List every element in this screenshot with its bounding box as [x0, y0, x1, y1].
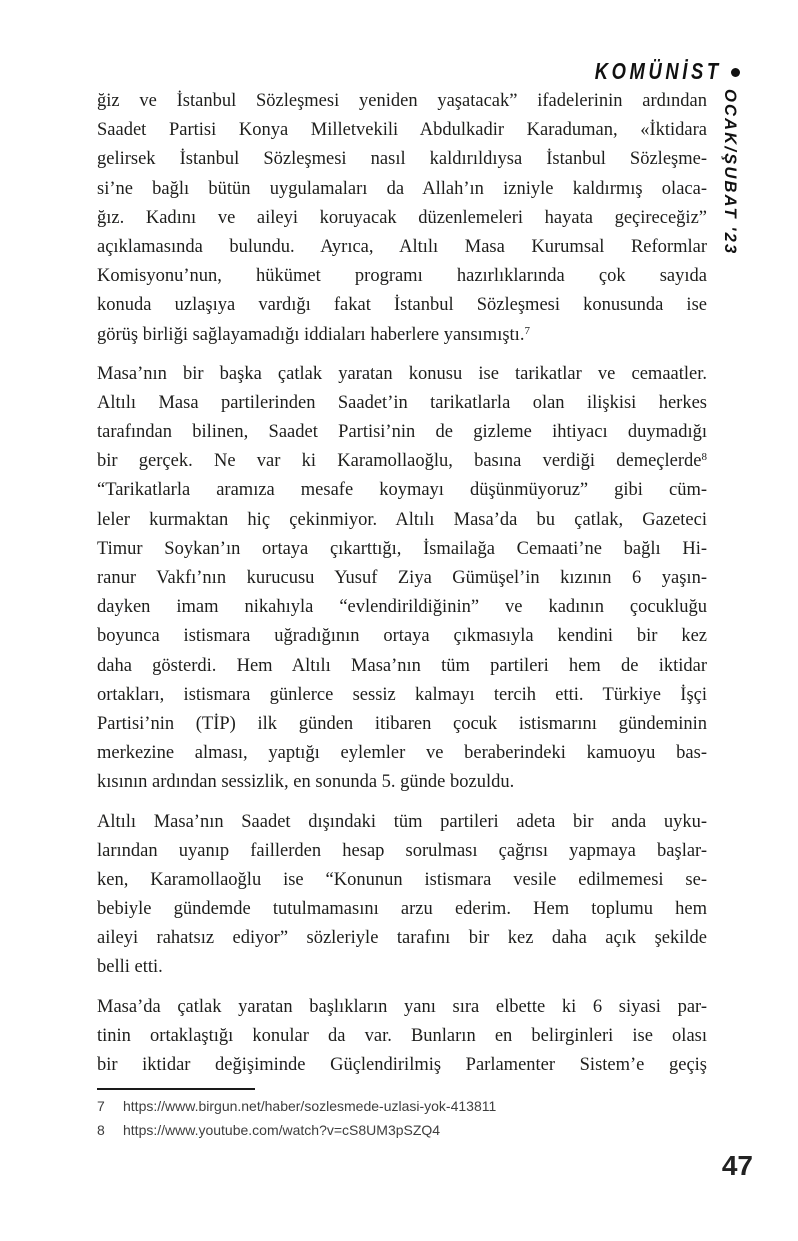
paragraph-3: [97, 808, 707, 983]
footnote-marker-8: 8: [701, 451, 707, 464]
text-line: ranur Vakfı’nın kurucusu Yusuf Ziya Gümüşel’in kızının 6 yaşın-: [97, 568, 707, 588]
footnote-marker-7: 7: [524, 324, 530, 337]
text-line: gelirsek İstanbul Sözleşmesi nasıl kaldırıldıysa İstanbul Sözleşme-: [97, 149, 707, 170]
footnote-separator: [97, 1088, 255, 1090]
text-line: açıklamasında bulundu. Ayrıca, Altılı Masa Kurumsal Reformlar: [97, 236, 707, 257]
text-line: kısının ardından sessizlik, en sonunda 5. günde bozuldu.: [97, 772, 515, 793]
text-line-fragment: görüş birliği sağlayamadığı iddiaları haberlere yansımıştı.: [97, 324, 525, 345]
text-line: [97, 321, 707, 350]
issue-vertical-label: OCAK/ŞUBAT '23: [721, 89, 739, 256]
text-line: Masa’nın bir başka çatlak yaratan konusu ise tarikatlar ve cemaatler.: [97, 363, 707, 384]
text-line: Masa’da çatlak yaratan başlıkların yanı sıra elbette ki 6 siyasi par-: [97, 996, 707, 1017]
text-line: Timur Soykan’ın ortaya çıkarttığı, İsmailağa Cemaati’ne bağlı Hi-: [97, 538, 707, 559]
magazine-title: KOMÜNİST: [595, 58, 722, 84]
magazine-header: [563, 58, 740, 85]
text-line: “Tarikatlarla aramıza mesafe koymayı düşünmüyoruz” gibi cüm-: [97, 480, 707, 501]
footnotes-section: [97, 1088, 496, 1142]
text-line: Komisyonu’nun, hükümet programı hazırlıklarında çok sayıda: [97, 266, 707, 287]
footnote-number: 7: [97, 1098, 105, 1114]
footnote-url: https://www.birgun.net/haber/sozlesmede-uzlasi-yok-413811: [123, 1098, 497, 1114]
text-line: merkezine alması, yaptığı eylemler ve beraberindeki kamuoyu bas-: [97, 743, 707, 764]
paragraph-2: [97, 360, 707, 798]
text-line: Partisi’nin (TİP) ilk günden itibaren çocuk istismarını gündeminin: [97, 713, 707, 734]
footnote-url: https://www.youtube.com/watch?v=cS8UM3pSZQ4: [123, 1121, 441, 1138]
article-text: [97, 87, 707, 1090]
text-line: Altılı Masa’nın Saadet dışındaki tüm partileri adeta bir anda uyku-: [97, 811, 707, 832]
text-line: belli etti.: [97, 957, 163, 978]
text-line: dayken imam nikahıyla “evlendirildiğinin” ve kadının çocukluğu: [97, 597, 707, 618]
text-line: [97, 447, 707, 476]
paragraph-1: [97, 87, 707, 350]
page-number: 47: [721, 1150, 753, 1181]
header-bullet-icon: [731, 68, 740, 77]
text-line: ken, Karamollaoğlu ise “Konunun istismara vesile edilmemesi se-: [97, 869, 707, 890]
text-line-fragment: bir gerçek. Ne var ki Karamollaoğlu, basına verdiği demeçlerde: [97, 451, 702, 472]
text-line: daha gösterdi. Hem Altılı Masa’nın tüm partileri hem de iktidar: [97, 655, 707, 676]
text-line: ortakları, istismara günlerce sessiz kalmayı tercih etti. Türkiye İşçi: [97, 684, 707, 705]
text-line: Saadet Partisi Konya Milletvekili Abdulkadir Karaduman, «İktidara: [97, 120, 707, 141]
text-line: konuda uzlaşıya vardığı fakat İstanbul Sözleşmesi konusunda ise: [97, 295, 707, 316]
text-line: ğız. Kadını ve aileyi koruyacak düzenlemeleri hayata geçireceğiz”: [97, 207, 707, 228]
text-line: si’ne bağlı bütün uygulamaları da Allah’ın izniyle kaldırmış olaca-: [97, 178, 707, 199]
footnote-number: 8: [97, 1121, 105, 1138]
text-line: Altılı Masa partilerinden Saadet’in tarikatlarla olan ilişkisi herkes: [97, 392, 707, 413]
paragraph-4: [97, 993, 707, 1081]
text-line: tinin ortaklaştığı konular da var. Bunların en belirginleri ise olası: [97, 1025, 707, 1046]
text-line: tarafından bilinen, Saadet Partisi’nin de gizleme ihtiyacı duymadığı: [97, 422, 707, 443]
text-line: boyunca istismara uğradığının ortaya çıkmasıyla kendini bir kez: [97, 626, 707, 647]
text-line: bebiyle gündemde tutulmamasını arzu ederim. Hem toplumu hem: [97, 899, 707, 920]
text-line: leler kurmaktan hiç çekinmiyor. Altılı Masa’da bu çatlak, Gazeteci: [97, 509, 707, 530]
text-line: ğiz ve İstanbul Sözleşmesi yeniden yaşatacak” ifadelerinin ardından: [97, 91, 707, 111]
text-line: aileyi rahatsız ediyor” sözleriyle tarafını bir kez daha açık şekilde: [97, 928, 707, 949]
text-line: bir iktidar değişiminde Güçlendirilmiş Parlamenter Sistem’e geçiş: [97, 1055, 707, 1075]
footnote-item: [97, 1095, 496, 1119]
footnote-item: [97, 1119, 496, 1143]
text-line: larından uyanıp faillerden hesap sorulması çağrısı yapmaya başlar-: [97, 840, 707, 861]
